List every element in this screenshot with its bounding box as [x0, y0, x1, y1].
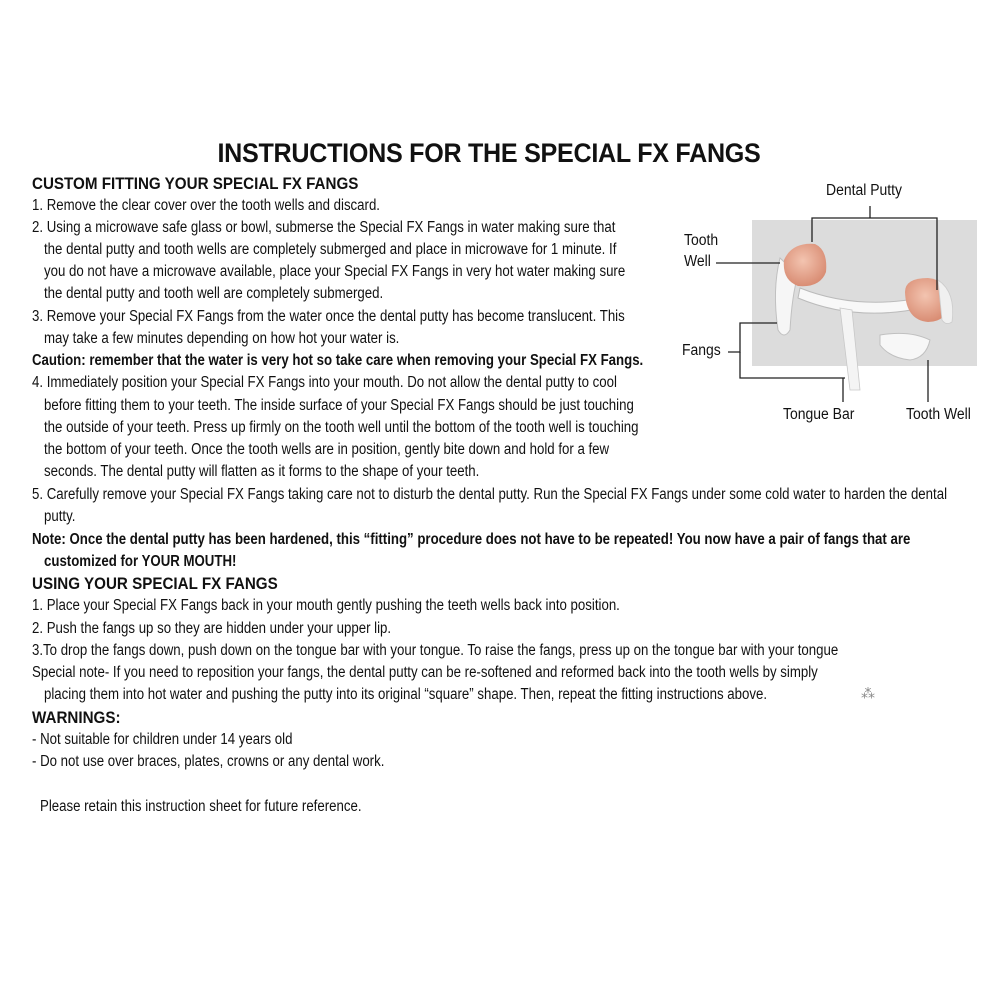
label-tooth-well: Tooth Well: [906, 406, 971, 423]
fitting-step: 1. Remove the clear cover over the tooth wells and discard.: [32, 197, 380, 214]
warnings-heading: WARNINGS:: [32, 709, 121, 727]
fitting-step: putty.: [44, 508, 76, 525]
note-text: Note: Once the dental putty has been hardened, this “fitting” procedure does not have to be repeated! You now have a pair of fangs that are: [32, 531, 911, 548]
label-well: Well: [684, 253, 711, 270]
warning-item: - Do not use over braces, plates, crowns or any dental work.: [32, 753, 385, 770]
page-title: INSTRUCTIONS FOR THE SPECIAL FX FANGS: [217, 138, 761, 168]
fitting-step: seconds. The dental putty will flatten as it forms to the shape of your teeth.: [44, 463, 480, 480]
fitting-step: 3. Remove your Special FX Fangs from the water once the dental putty has become translucent. This: [32, 308, 625, 325]
fitting-step: the dental putty and tooth well are completely submerged.: [44, 285, 384, 302]
cursor-icon: ⁂: [861, 685, 875, 701]
fitting-step: the outside of your teeth. Press up firmly on the tooth well until the bottom of the tooth well is touching: [44, 419, 639, 436]
using-step: 2. Push the fangs up so they are hidden under your upper lip.: [32, 620, 392, 637]
fitting-heading: CUSTOM FITTING YOUR SPECIAL FX FANGS: [32, 175, 359, 193]
fangs-illustration: [680, 180, 980, 430]
caution-text: Caution: remember that the water is very hot so take care when removing your Special FX Fangs.: [32, 352, 644, 369]
fangs-diagram: [680, 180, 980, 430]
fitting-step: 4. Immediately position your Special FX Fangs into your mouth. Do not allow the dental putty to cool: [32, 374, 617, 391]
fitting-step: 2. Using a microwave safe glass or bowl, submerse the Special FX Fangs in water making sure that: [32, 219, 616, 236]
footer-note: Please retain this instruction sheet for future reference.: [40, 798, 362, 815]
using-step: placing them into hot water and pushing the putty into its original “square” shape. Then, repeat the fitting instructions above.: [44, 686, 768, 703]
fitting-step: the bottom of your teeth. Once the tooth wells are in position, gently bite down and hold for a few: [44, 441, 610, 458]
fitting-step: the dental putty and tooth wells are completely submerged and place in microwave for 1 minute. If: [44, 241, 617, 258]
note-text: customized for YOUR MOUTH!: [44, 553, 237, 570]
label-tooth: Tooth: [684, 232, 719, 249]
label-dental-putty: Dental Putty: [826, 182, 902, 199]
using-step: 3.To drop the fangs down, push down on the tongue bar with your tongue. To raise the fangs, press up on the tongue bar with your tongue: [32, 642, 839, 659]
using-heading: USING YOUR SPECIAL FX FANGS: [32, 575, 278, 593]
using-step: Special note- If you need to reposition your fangs, the dental putty can be re-softened and reformed back into the tooth wells by simply: [32, 664, 818, 681]
fitting-step: may take a few minutes depending on how hot your water is.: [44, 330, 400, 347]
label-tongue-bar: Tongue Bar: [783, 406, 855, 423]
fitting-step: 5. Carefully remove your Special FX Fangs taking care not to disturb the dental putty. Run the Special FX Fangs under some cold water to harden the dental: [32, 486, 948, 503]
fitting-step: before fitting them to your teeth. The inside surface of your Special FX Fangs should be just touching: [44, 397, 634, 414]
warning-item: - Not suitable for children under 14 years old: [32, 731, 293, 748]
fitting-step: you do not have a microwave available, place your Special FX Fangs in very hot water making sure: [44, 263, 626, 280]
label-fangs: Fangs: [682, 342, 721, 359]
using-step: 1. Place your Special FX Fangs back in your mouth gently pushing the teeth wells back into position.: [32, 597, 620, 614]
